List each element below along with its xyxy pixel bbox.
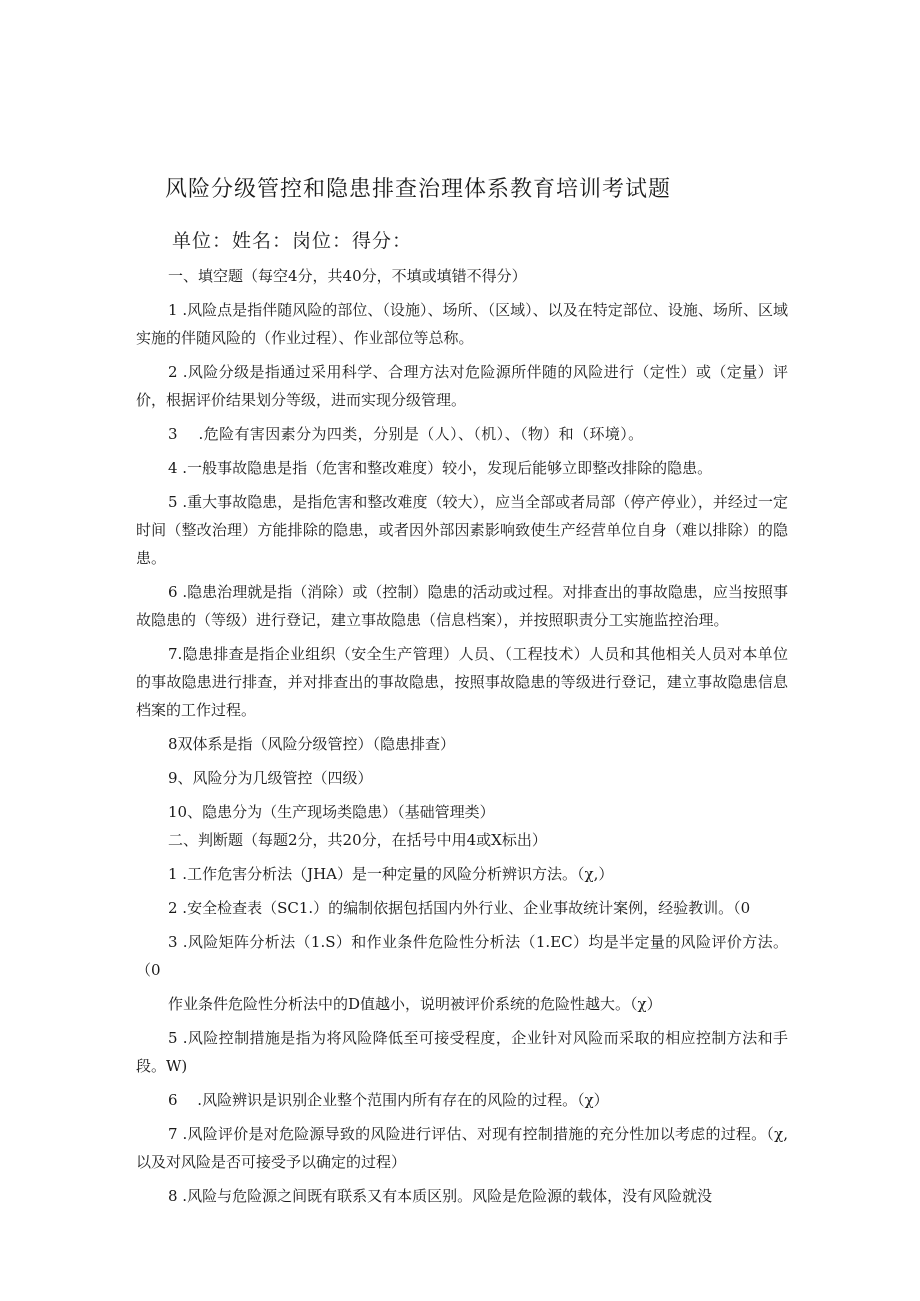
question-paragraph: 6 .风险辨识是识别企业整个范围内所有存在的风险的过程。（χ）	[168, 1091, 609, 1109]
question-paragraph: 5 .风险控制措施是指为将风险降低至可接受程度，企业针对风险而采取的相应控制方法和手段。W)	[136, 1029, 788, 1075]
section-true-false-heading: 二、判断题（每题2分，共20分，在括号中用4或X标出）	[168, 831, 547, 849]
question-paragraph: 9、风险分为几级管控（四级）	[168, 769, 373, 787]
question-paragraph: 10、隐患分为（生产现场类隐患）（基础管理类）	[168, 803, 495, 821]
question-paragraph: 作业条件危险性分析法中的D值越小，说明被评价系统的危险性越大。（χ）	[168, 995, 662, 1013]
question-paragraph: 7 .风险评价是对危险源导致的风险进行评估、对现有控制措施的充分性加以考虑的过程。（χ,以及对风险是否可接受予以确定的过程）	[136, 1125, 788, 1171]
document-title: 风险分级管控和隐患排查治理体系教育培训考试题	[165, 177, 672, 202]
question-paragraph: 5 .重大事故隐患，是指危害和整改难度（较大），应当全部或者局部（停产停业），并经过一定时间（整改治理）方能排除的隐患，或者因外部因素影响致使生产经营单位自身（难以排除）的隐患。	[136, 493, 788, 567]
question-paragraph: 3 .风险矩阵分析法（1.S）和作业条件危险性分析法（1.EC）均是半定量的风险评价方法。（0	[136, 933, 788, 979]
exam-info-line: 单位：姓名：岗位：得分：	[172, 230, 413, 252]
question-paragraph: 1 .风险点是指伴随风险的部位、（设施）、场所、（区域）、以及在特定部位、设施、场所、区域实施的伴随风险的（作业过程）、作业部位等总称。	[136, 301, 788, 347]
question-paragraph: 1 .工作危害分析法（JHA）是一种定量的风险分析辨识方法。（χ,）	[168, 865, 614, 883]
question-paragraph: 4 .一般事故隐患是指（危害和整改难度）较小，发现后能够立即整改排除的隐患。	[168, 459, 713, 477]
question-paragraph: 8 .风险与危险源之间既有联系又有本质区别。风险是危险源的载体，没有风险就没	[168, 1187, 713, 1205]
question-paragraph: 2 .安全检查表（SC1.）的编制依据包括国内外行业、企业事故统计案例，经验教训。（0	[168, 899, 751, 917]
question-paragraph: 3 .危险有害因素分为四类，分别是（人）、（机）、（物）和（环境）。	[168, 425, 644, 443]
question-paragraph: 6 .隐患治理就是指（消除）或（控制）隐患的活动或过程。对排查出的事故隐患，应当按照事故隐患的（等级）进行登记，建立事故隐患（信息档案），并按照职责分工实施监控治理。	[136, 583, 788, 629]
document-body	[136, 262, 788, 1210]
question-paragraph: 7.隐患排查是指企业组织（安全生产管理）人员、（工程技术）人员和其他相关人员对本单位的事故隐患进行排查，并对排查出的事故隐患，按照事故隐患的等级进行登记，建立事故隐患信息档案的工作过程。	[136, 645, 788, 719]
question-paragraph: 8双体系是指（风险分级管控）（隐患排查）	[168, 735, 456, 753]
question-paragraph: 2 .风险分级是指通过采用科学、合理方法对危险源所伴随的风险进行（定性）或（定量）评价，根据评价结果划分等级，进而实现分级管理。	[136, 363, 788, 409]
section-fill-blank-heading: 一、填空题（每空4分，共40分，不填或填错不得分）	[168, 267, 527, 285]
